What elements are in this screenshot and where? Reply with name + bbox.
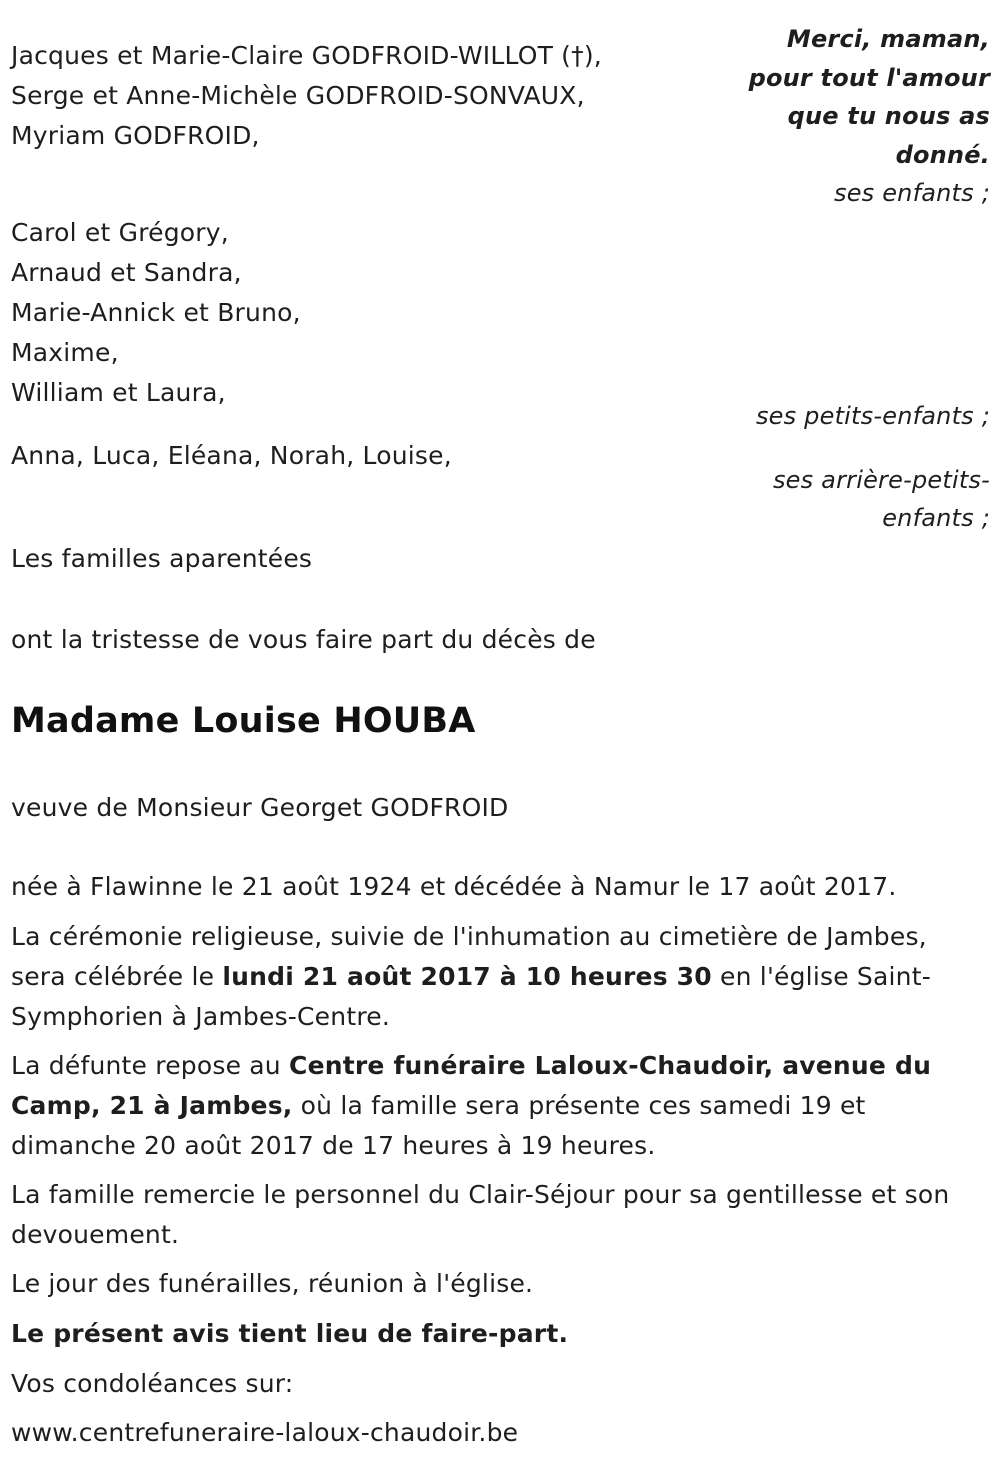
great-grandchildren-label-2: enfants ; <box>882 504 990 532</box>
repose-location: Centre funéraire Laloux-Chaudoir, avenue du Camp, 21 à Jambes, <box>11 1051 932 1120</box>
thanks-paragraph: La famille remercie le personnel du Clair-Séjour pour sa gentillesse et son devouement. <box>11 1180 950 1249</box>
repose-text-before: La défunte repose au <box>11 1051 290 1080</box>
quote-line-1: Merci, maman, <box>786 25 990 53</box>
great-grandchildren-line: Anna, Luca, Eléana, Norah, Louise, <box>11 441 452 470</box>
deceased-name: Madame Louise HOUBA <box>11 701 476 741</box>
relatives-line: Les familles aparentées <box>11 544 313 573</box>
grandchildren-line-5: William et Laura, <box>11 378 226 407</box>
ceremony-paragraph <box>11 917 989 1037</box>
quote-line-4: donné. <box>895 141 990 169</box>
quote-line-3: que tu nous as <box>787 102 990 130</box>
website-link[interactable]: www.centrefuneraire-laloux-chaudoir.be <box>11 1418 519 1447</box>
children-line-1: Jacques et Marie-Claire GODFROID-WILLOT (†), <box>11 41 602 70</box>
children-line-3: Myriam GODFROID, <box>11 121 260 150</box>
repose-text-after: où la famille sera présente ces samedi 19 et dimanche 20 août 2017 de 17 heures à 19 heures. <box>11 1091 866 1160</box>
quote-line-2: pour tout l'amour <box>748 64 990 92</box>
intro-line: ont la tristesse de vous faire part du décès de <box>11 625 596 654</box>
ceremony-text-before: La cérémonie religieuse, suivie de l'inhumation au cimetière de Jambes, sera célébrée le <box>11 922 927 991</box>
repose-paragraph <box>11 1046 989 1166</box>
widow-of-line: veuve de Monsieur Georget GODFROID <box>11 793 509 822</box>
grandchildren-line-1: Carol et Grégory, <box>11 218 229 247</box>
grandchildren-line-4: Maxime, <box>11 338 119 367</box>
meeting-line: Le jour des funérailles, réunion à l'église. <box>11 1269 534 1298</box>
ceremony-text-after: en l'église Saint-Symphorien à Jambes-Centre. <box>11 962 931 1031</box>
great-grandchildren-label-1: ses arrière-petits- <box>772 466 990 494</box>
condolences-label: Vos condoléances sur: <box>11 1369 294 1398</box>
notice-line: Le présent avis tient lieu de faire-part. <box>11 1319 569 1348</box>
grandchildren-line-2: Arnaud et Sandra, <box>11 258 242 287</box>
children-line-2: Serge et Anne-Michèle GODFROID-SONVAUX, <box>11 81 585 110</box>
ceremony-date-time: lundi 21 août 2017 à 10 heures 30 <box>222 962 712 991</box>
children-label: ses enfants ; <box>834 179 990 207</box>
grandchildren-line-3: Marie-Annick et Bruno, <box>11 298 301 327</box>
birth-death-line: née à Flawinne le 21 août 1924 et décédée à Namur le 17 août 2017. <box>11 872 897 901</box>
grandchildren-label: ses petits-enfants ; <box>755 402 990 430</box>
